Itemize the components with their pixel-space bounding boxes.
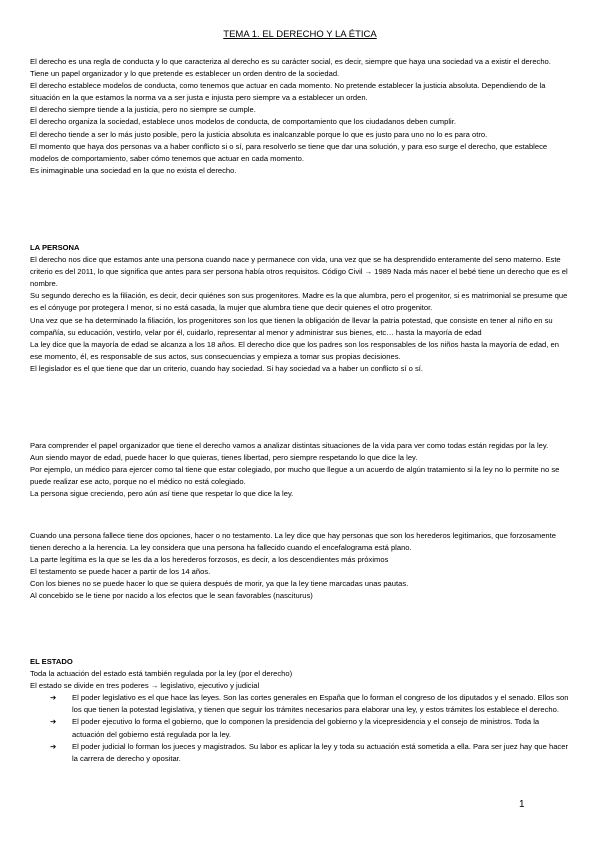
paragraph: Una vez que se ha determinado la filiación, los progenitores son los que tienen la obligación de llevar la patria potestad, que consiste en tener al niño en su compañía, su educación, vestirlo, velar por él, cuidarlo, representar al menor y administrar sus bienes, etc… hasta la mayoría de edad bbox=[30, 315, 553, 337]
paragraph: El estado se divide en tres poderes → legislativo, ejecutivo y judicial bbox=[30, 681, 260, 691]
persona-death bbox=[30, 530, 570, 603]
list-item bbox=[30, 692, 570, 716]
section-heading: EL ESTADO bbox=[30, 657, 73, 666]
paragraph: El derecho es una regla de conducta y lo que caracteriza al derecho es su carácter social, es decir, siempre que haya una sociedad va a existir el derecho. bbox=[30, 57, 551, 66]
paragraph: Cuando una persona fallece tiene dos opciones, hacer o no testamento. La ley dice que hay personas que son los herederos legitimarios, que forzosamente tienen derecho a la herencia. La ley considera que una persona ha fallecido cuando el encefalograma está plano. bbox=[30, 531, 556, 553]
paragraph: Para comprender el papel organizador que tiene el derecho vamos a analizar distintas situaciones de la vida para ver como todas están regidas por la ley. bbox=[30, 441, 549, 450]
paragraph: Aun siendo mayor de edad, puede hacer lo que quieras, tienes libertad, pero siempre respetando lo que dice la ley. bbox=[30, 453, 418, 463]
arrow-icon: ➔ bbox=[50, 741, 57, 751]
paragraph: Al concebido se le tiene por nacido a los efectos que le sean favorables (nasciturus) bbox=[30, 591, 313, 601]
paragraph: El derecho establece modelos de conducta, como tenemos que actuar en cada momento. No pretende establecer la justicia absoluta. Dependiendo de la situación en la que estamos la norma va a ser justa e injusta pero siempre va a establecer un orden. bbox=[30, 81, 546, 103]
paragraph: Por ejemplo, un médico para ejercer como tal tiene que estar colegiado, por mucho que llegue a un acuerdo de algún tratamiento si la ley no lo permite no se puede realizar ese acto, porque no el médico no está colegiado. bbox=[30, 465, 560, 487]
paragraph: El legislador es el que tiene que dar un criterio, cuando hay sociedad. Si hay sociedad va a haber un conflicto sí o sí. bbox=[30, 363, 424, 373]
paragraph: El testamento se puede hacer a partir de los 14 años. bbox=[30, 567, 211, 577]
arrow-icon: ➔ bbox=[50, 693, 57, 703]
paragraph: El derecho siempre tiende a la justicia, pero no siempre se cumple. bbox=[30, 105, 256, 115]
list-item bbox=[30, 741, 570, 765]
persona-section bbox=[30, 242, 570, 375]
paragraph: La ley dice que la mayoría de edad se alcanza a los 18 años. El derecho dice que los padres son los responsables de los niños hasta la mayoría de edad, en ese momento, él, es responsable de sus actos, sus consecuencias y empieza a tomar sus propias decisiones. bbox=[30, 339, 559, 361]
list-item-text: El poder legislativo es el que hace las leyes. Son las cortes generales en España que lo forman el congreso de los diputados y el senado. Ellos son los que tienen la potestad legislativa, y tienen que seguir los trámites necesarios para elaborar una ley, y estos trámites los establece el derecho. bbox=[72, 693, 569, 715]
paragraph: La persona sigue creciendo, pero aún así tiene que respetar lo que dice la ley. bbox=[30, 489, 294, 499]
list-item bbox=[30, 716, 570, 740]
paragraph: Con los bienes no se puede hacer lo que se quiera después de morir, ya que la ley tiene marcadas unas pautas. bbox=[30, 579, 409, 589]
section-heading: LA PERSONA bbox=[30, 243, 80, 252]
paragraph: Es inimaginable una sociedad en la que no exista el derecho. bbox=[30, 165, 237, 175]
paragraph: El momento que haya dos personas va a haber conflicto si o sí, para resolverlo se tiene que dar una solución, y para eso surge el derecho, que establece modelos de comportamiento, saber cómo tenemos que actuar en cada momento. bbox=[30, 141, 548, 163]
paragraph: La parte legítima es la que se les da a los herederos forzosos, es decir, a los descendientes más próximos bbox=[30, 555, 389, 565]
paragraph: El derecho organiza la sociedad, establece unos modelos de conducta, de comportamiento que los ciudadanos deben cumplir. bbox=[30, 117, 456, 127]
document-title: TEMA 1. EL DERECHO Y LA ÉTICA bbox=[223, 29, 377, 40]
paragraph: Su segundo derecho es la filiación, es decir, decir quiénes son sus progenitores. Madre es la que alumbra, pero el progenitor, si es matrimonial se presume que es el cónyuge por protegera l menor, si no está casada, la mujer que alumbra tiene que decir quienes el otro progenitor. bbox=[30, 291, 568, 313]
powers-list bbox=[30, 692, 570, 765]
paragraph: Toda la actuación del estado está también regulada por la ley (por el derecho) bbox=[30, 669, 293, 679]
list-item-text: El poder judicial lo forman los jueces y magistrados. Su labor es aplicar la ley y toda su actuación está sometida a ella. Para ser juez hay que hacer la carrera de derecho y opositar. bbox=[72, 741, 568, 763]
estado-section bbox=[30, 656, 570, 765]
paragraph: El derecho tiende a ser lo más justo posible, pero la justicia absoluta es inalcanzable porque lo que es justo para uno no lo es para otro. bbox=[30, 129, 488, 139]
intro-section bbox=[30, 56, 570, 177]
list-item-text: El poder ejecutivo lo forma el gobierno, que lo componen la presidencia del gobierno y la vicepresidencia y el consejo de ministros. Toda la actuación del gobierno está regulada por la ley. bbox=[72, 717, 540, 739]
persona-situations bbox=[30, 440, 570, 500]
paragraph: El derecho nos dice que estamos ante una persona cuando nace y permanece con vida, una vez que se ha desprendido enteramente del seno materno. Este criterio es del 2011, lo que significa que antes para ser persona había otros requisitos. Código Civil → 1989 Nada más nacer el bebé tiene un derecho que es el nombre. bbox=[30, 255, 568, 289]
page-number: 1 bbox=[519, 799, 525, 810]
arrow-icon: ➔ bbox=[50, 717, 57, 727]
paragraph: Tiene un papel organizador y lo que pretende es establecer un orden dentro de la sociedad. bbox=[30, 69, 340, 79]
